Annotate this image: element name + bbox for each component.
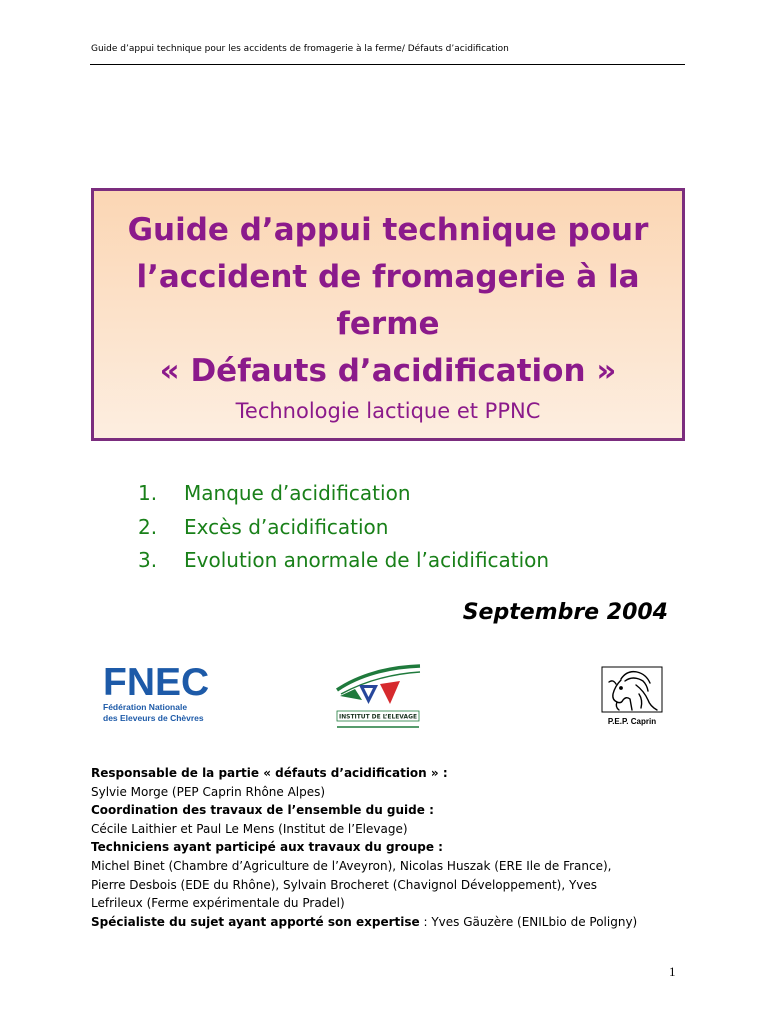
credit-line: Michel Binet (Chambre d’Agriculture de l’Aveyron), Nicolas Huszak (ERE Ile de France), (91, 858, 612, 873)
list-label: Evolution anormale de l’acidification (184, 548, 550, 572)
page-number: 1 (669, 964, 676, 979)
header-rule (90, 64, 685, 65)
credit-line: Sylvie Morge (PEP Caprin Rhône Alpes) (91, 784, 326, 799)
fnec-line-1: Fédération Nationale (103, 702, 188, 712)
credit-line: Lefrileux (Ferme expérimentale du Pradel) (91, 896, 345, 911)
list-item (0, 544, 768, 578)
credit-heading: Responsable de la partie « défauts d’acidification » : (91, 766, 448, 780)
list-item (0, 477, 768, 511)
institut-elevage-logo (335, 663, 421, 731)
list-number: 1. (138, 481, 158, 505)
running-header: Guide d’appui technique pour les accidents de fromagerie à la ferme/ Défauts d’acidification (91, 44, 509, 54)
list-item (0, 511, 768, 545)
title-line-1: Guide d’appui technique pour (127, 211, 649, 248)
title-line-4: « Défauts d’acidification » (159, 352, 617, 389)
pep-caprin-text: P.E.P. Caprin (607, 717, 657, 726)
title-line-2: l’accident de fromagerie à la (136, 258, 640, 295)
list-number: 3. (138, 548, 158, 572)
fnec-acronym: FNEC (103, 661, 210, 704)
publication-date: Septembre 2004 (462, 600, 668, 625)
credit-inline-text: : Yves Gäuzère (ENILbio de Poligny) (423, 914, 638, 929)
list-label: Excès d’acidification (184, 514, 389, 539)
credit-heading: Coordination des travaux de l’ensemble du guide : (91, 803, 434, 818)
institut-elevage-emblem-icon (337, 666, 420, 704)
credits (91, 764, 637, 931)
credit-line: Pierre Desbois (EDE du Rhône), Sylvain Brocheret (Chavignol Développement), Yves (91, 877, 598, 892)
credit-heading: Spécialiste du sujet ayant apporté son expertise (91, 914, 420, 929)
fnec-logo (103, 663, 209, 723)
title-box (91, 188, 685, 441)
list-number: 2. (138, 514, 158, 539)
subtitle: Technologie lactique et PPNC (235, 398, 541, 423)
pep-caprin-logo (599, 664, 665, 728)
section-list (0, 477, 768, 578)
title-line-3: ferme (336, 305, 440, 342)
list-label: Manque d’acidification (184, 481, 411, 505)
credit-expert-line (91, 913, 637, 932)
fnec-line-2: des Eleveurs de Chèvres (103, 712, 204, 723)
credit-heading: Techniciens ayant participé aux travaux du groupe : (91, 840, 443, 855)
credit-line: Cécile Laithier et Paul Le Mens (Institut de l’Elevage) (91, 821, 408, 836)
institut-elevage-text: INSTITUT DE L’ELEVAGE (339, 712, 417, 721)
